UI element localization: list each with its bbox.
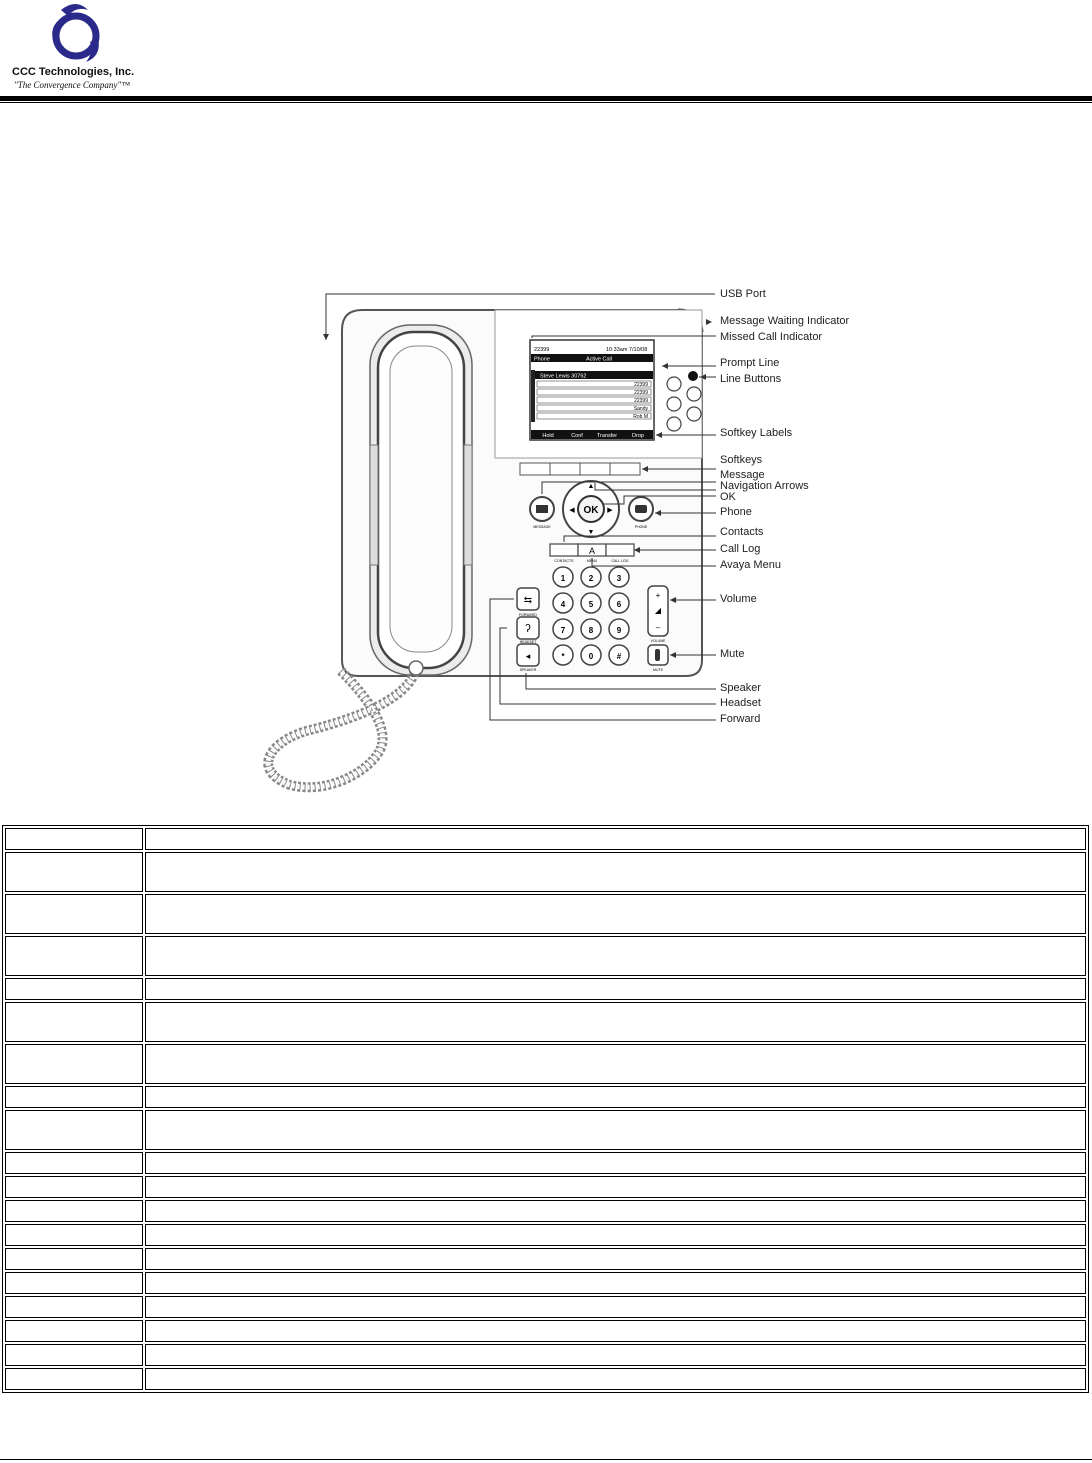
- phone-diagram: [230, 280, 870, 800]
- callout-avaya-menu: Avaya Menu: [720, 559, 781, 571]
- table-cell-feature: [5, 852, 143, 892]
- softkey-label-3: Transfer: [596, 433, 618, 439]
- table-cell-feature: [5, 1224, 143, 1246]
- callout-prompt-line: Prompt Line: [720, 357, 780, 369]
- keypad-key-2: 2: [588, 574, 594, 583]
- menu-key-label: MENU: [586, 559, 598, 563]
- table-cell-description: [145, 1368, 1086, 1390]
- mute-key-label: MUTE: [653, 668, 663, 672]
- header-divider: [0, 96, 1092, 101]
- svg-text:+: +: [655, 591, 661, 600]
- table-row: [5, 1152, 1086, 1174]
- phone-key-label: PHONE: [634, 525, 648, 529]
- keypad-key-hash: #: [616, 652, 622, 661]
- callout-usb-port: USB Port: [720, 288, 766, 300]
- table-row: [5, 1248, 1086, 1270]
- keypad-key-6: 6: [616, 600, 622, 609]
- screen-line-5: Sandy: [633, 406, 648, 412]
- table-row: [5, 1110, 1086, 1150]
- table-cell-feature: [5, 1044, 143, 1084]
- table-cell-description: [145, 1110, 1086, 1150]
- table-cell-feature: [5, 1110, 143, 1150]
- screen-line-4: 22399: [634, 398, 648, 404]
- screen-status-line: 22399: [534, 347, 550, 353]
- svg-text:▶: ▶: [607, 507, 613, 514]
- keypad-key-3: 3: [616, 574, 622, 583]
- table-cell-description: [145, 828, 1086, 850]
- table-row: [5, 1296, 1086, 1318]
- callout-phone: Phone: [720, 506, 752, 518]
- screen-line-2: 22399: [634, 382, 648, 388]
- svg-text:◢: ◢: [654, 606, 662, 615]
- table-cell-description: [145, 936, 1086, 976]
- table-cell-feature: [5, 894, 143, 934]
- keypad-key-4: 4: [560, 600, 566, 609]
- table-cell-description: [145, 1086, 1086, 1108]
- callout-contacts: Contacts: [720, 526, 764, 538]
- screen-prompt-right: Active Call: [586, 356, 612, 363]
- softkey-label-4: Drop: [632, 433, 644, 439]
- table-row: [5, 828, 1086, 850]
- table-cell-description: [145, 1044, 1086, 1084]
- table-cell-feature: [5, 1176, 143, 1198]
- volume-key-label: VOLUME: [650, 639, 666, 643]
- svg-text:⇆: ⇆: [523, 595, 533, 606]
- company-logo: [6, 0, 146, 92]
- softkey-label-1: Hold: [542, 433, 554, 439]
- table-row: [5, 1200, 1086, 1222]
- table-cell-feature: [5, 936, 143, 976]
- table-row: [5, 852, 1086, 892]
- keypad-key-8: 8: [588, 626, 594, 635]
- table-cell-description: [145, 1224, 1086, 1246]
- table-cell-feature: [5, 1272, 143, 1294]
- table-cell-feature: [5, 1086, 143, 1108]
- table-cell-description: [145, 1152, 1086, 1174]
- table-row: [5, 1368, 1086, 1390]
- svg-text:◂: ◂: [525, 651, 531, 661]
- table-cell-description: [145, 852, 1086, 892]
- table-row: [5, 936, 1086, 976]
- table-cell-description: [145, 1296, 1086, 1318]
- svg-text:–: –: [655, 623, 661, 632]
- table-cell-description: [145, 1272, 1086, 1294]
- feature-description-table: [2, 825, 1089, 1393]
- keypad-key-star: *: [561, 652, 565, 661]
- table-row: [5, 1344, 1086, 1366]
- svg-text:▲: ▲: [587, 483, 595, 490]
- table-row: [5, 1002, 1086, 1042]
- calllog-key-label: CALL LOG: [611, 559, 629, 563]
- table-cell-feature: [5, 1002, 143, 1042]
- company-name: CCC Technologies, Inc.: [12, 66, 135, 78]
- table-cell-description: [145, 1320, 1086, 1342]
- table-row: [5, 1044, 1086, 1084]
- contacts-key-label: CONTACTS: [554, 559, 574, 563]
- svg-text:▼: ▼: [587, 529, 595, 536]
- callout-call-log: Call Log: [720, 543, 761, 555]
- callout-message-waiting-indicator: Message Waiting Indicator: [720, 315, 850, 327]
- table-cell-feature: [5, 1320, 143, 1342]
- keypad-key-1: 1: [560, 574, 566, 583]
- table-cell-description: [145, 978, 1086, 1000]
- screen-line-1: Steve Lewis 30762: [540, 373, 587, 380]
- callout-line-buttons: Line Buttons: [720, 373, 782, 385]
- screen-prompt-left: Phone: [534, 356, 550, 363]
- ok-key-label: OK: [583, 505, 599, 516]
- svg-text:◀: ◀: [569, 507, 575, 514]
- table-row: [5, 1086, 1086, 1108]
- table-row: [5, 978, 1086, 1000]
- footer-divider: [0, 1459, 1092, 1460]
- callout-forward: Forward: [720, 713, 761, 725]
- callout-softkeys: Softkeys: [720, 454, 763, 466]
- callout-volume: Volume: [720, 593, 757, 605]
- table-row: [5, 1224, 1086, 1246]
- swirl-logo-icon: [36, 0, 116, 66]
- table-cell-description: [145, 1344, 1086, 1366]
- table-cell-feature: [5, 1248, 143, 1270]
- callout-ok: OK: [720, 491, 736, 503]
- table-cell-feature: [5, 1296, 143, 1318]
- table-cell-description: [145, 1002, 1086, 1042]
- callout-speaker: Speaker: [720, 682, 761, 694]
- table-row: [5, 1320, 1086, 1342]
- callout-headset: Headset: [720, 697, 761, 709]
- screen-time-date: 10:33am 7/10/08: [606, 347, 648, 353]
- message-key-label: MESSAGE: [533, 525, 551, 529]
- callout-mute: Mute: [720, 648, 745, 660]
- table-cell-description: [145, 894, 1086, 934]
- headset-key-label: HEADSET: [519, 640, 537, 644]
- keypad-key-7: 7: [560, 626, 566, 635]
- table-cell-feature: [5, 828, 143, 850]
- svg-text:ʔ: ʔ: [525, 623, 531, 635]
- keypad-key-5: 5: [588, 600, 594, 609]
- table-cell-description: [145, 1200, 1086, 1222]
- table-cell-feature: [5, 1200, 143, 1222]
- table-row: [5, 1176, 1086, 1198]
- table-cell-feature: [5, 1368, 143, 1390]
- menu-key-a: A: [588, 546, 596, 556]
- screen-line-3: 22399: [634, 390, 648, 396]
- company-tagline: "The Convergence Company"™: [14, 80, 131, 90]
- callout-navigation-arrows: Navigation Arrows: [720, 480, 809, 492]
- table-cell-feature: [5, 1344, 143, 1366]
- table-cell-description: [145, 1248, 1086, 1270]
- screen-line-6: Rob M: [633, 414, 648, 420]
- table-cell-feature: [5, 978, 143, 1000]
- speaker-key-label: SPEAKER: [519, 668, 537, 672]
- callout-softkey-labels: Softkey Labels: [720, 427, 793, 439]
- softkey-label-2: Conf: [571, 433, 583, 439]
- table-row: [5, 1272, 1086, 1294]
- table-cell-feature: [5, 1152, 143, 1174]
- keypad-key-0: 0: [588, 652, 594, 661]
- keypad-key-9: 9: [616, 626, 622, 635]
- forward-key-label: FORWARD: [519, 613, 537, 617]
- table-row: [5, 894, 1086, 934]
- header-divider-thin: [0, 102, 1092, 103]
- table-cell-description: [145, 1176, 1086, 1198]
- callout-missed-call-indicator: Missed Call Indicator: [720, 331, 823, 343]
- callout-message: Message: [720, 469, 765, 481]
